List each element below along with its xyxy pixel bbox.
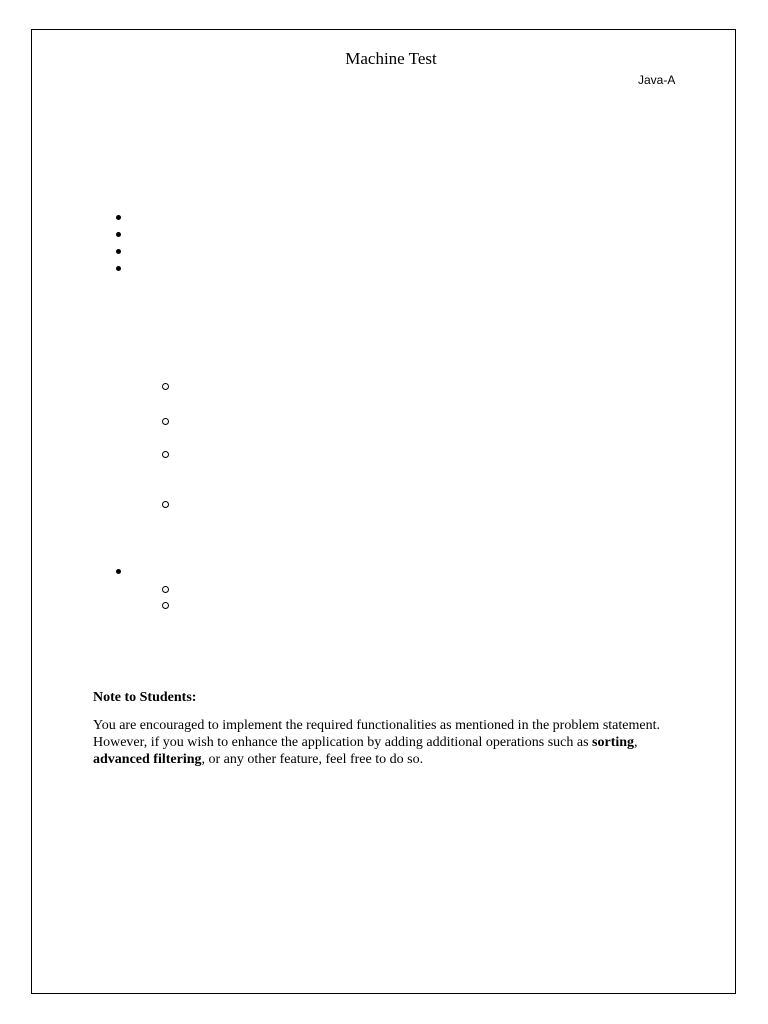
bullet-circle bbox=[162, 602, 169, 609]
note-bold-sorting: sorting bbox=[592, 735, 635, 750]
note-heading: Note to Students: bbox=[93, 690, 197, 705]
bullet-circle bbox=[162, 586, 169, 593]
bullet-disc bbox=[116, 232, 121, 237]
bullet-circle bbox=[162, 418, 169, 425]
document-code: Java-A bbox=[638, 73, 676, 87]
document-title: Machine Test bbox=[345, 49, 437, 68]
note-text: , bbox=[634, 735, 638, 750]
page-border bbox=[31, 29, 736, 994]
note-text: , or any other feature, feel free to do so. bbox=[201, 752, 424, 767]
bullet-disc bbox=[116, 249, 121, 254]
bullet-circle bbox=[162, 501, 169, 508]
note-body bbox=[93, 717, 683, 768]
bullet-disc bbox=[116, 266, 121, 271]
bullet-circle bbox=[162, 383, 169, 390]
bullet-disc bbox=[116, 215, 121, 220]
note-text: You are encouraged to implement the required functionalities as mentioned in the problem statement. However, if you wish to enhance the application by adding additional operations such as bbox=[93, 718, 660, 750]
bullet-circle bbox=[162, 451, 169, 458]
bullet-disc bbox=[116, 569, 121, 574]
note-bold-filtering: advanced filtering bbox=[93, 752, 202, 767]
